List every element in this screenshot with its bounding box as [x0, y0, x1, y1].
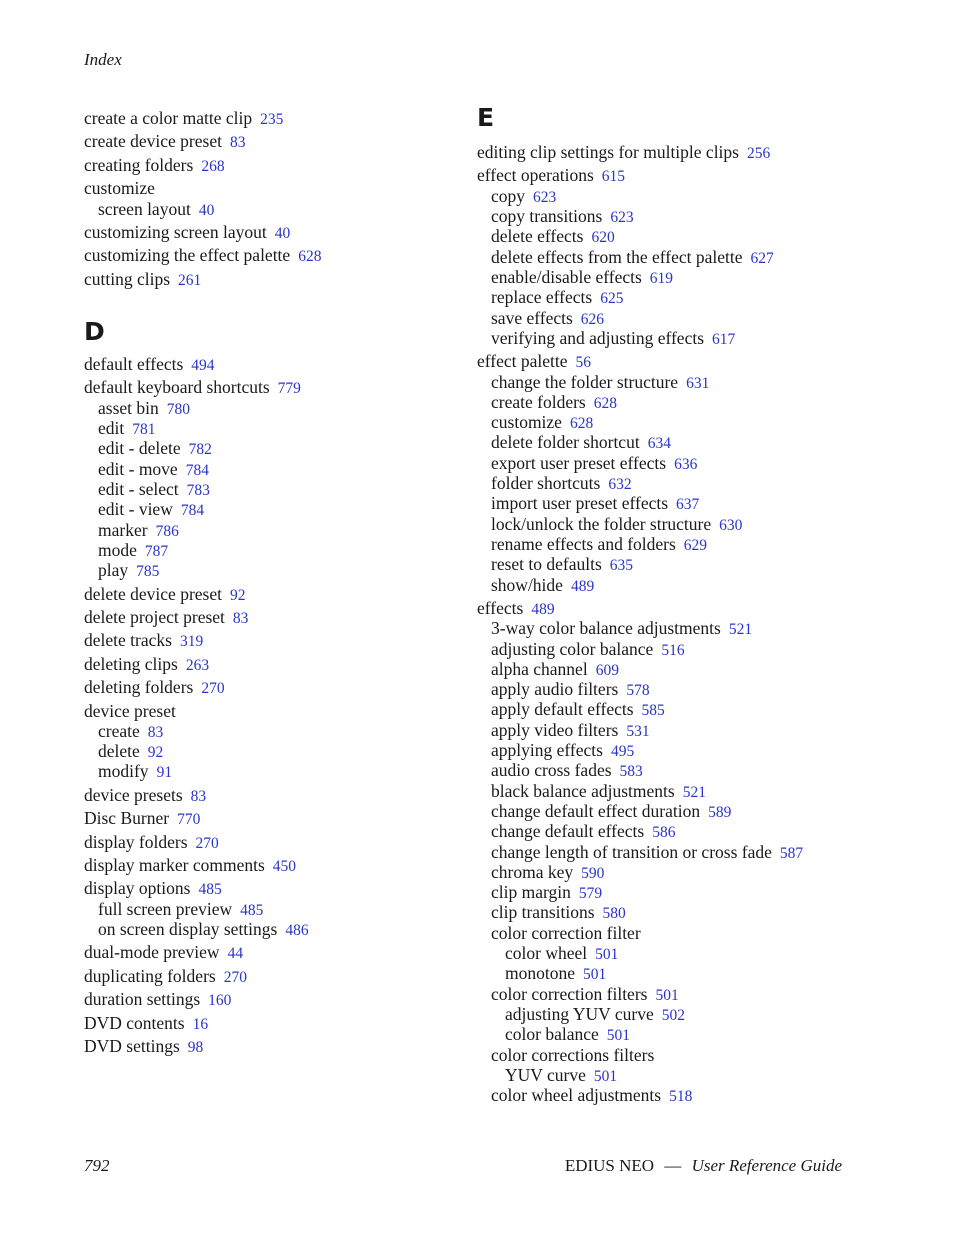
index-term: apply audio filters	[491, 679, 619, 700]
index-entry	[84, 198, 214, 222]
page-link[interactable]: 631	[686, 374, 710, 392]
index-term: edit - view	[98, 499, 173, 520]
index-term: applying effects	[491, 740, 603, 760]
index-term: marker	[98, 519, 148, 540]
index-term: delete effects from the effect palette	[491, 246, 743, 267]
page-link[interactable]: 489	[531, 600, 555, 618]
index-term: customizing screen layout	[84, 221, 267, 242]
index-entry	[84, 831, 219, 855]
footer-guide: User Reference Guide	[691, 1156, 842, 1175]
index-entry	[84, 1012, 208, 1036]
page-link[interactable]: 16	[192, 1015, 209, 1033]
page-link[interactable]: 635	[609, 557, 634, 575]
page-link[interactable]: 589	[708, 803, 732, 821]
index-term: cutting clips	[84, 268, 171, 289]
page-link[interactable]: 261	[178, 271, 202, 289]
page-link[interactable]: 501	[606, 1027, 631, 1045]
page-link[interactable]: 623	[533, 188, 557, 206]
page-link[interactable]: 636	[674, 455, 698, 473]
index-term: create	[98, 720, 140, 741]
page-link[interactable]: 83	[229, 134, 246, 152]
index-term: customize	[84, 178, 155, 199]
index-term: import user preset effects	[491, 493, 669, 514]
index-term: verifying and adjusting effects	[491, 327, 705, 348]
index-term: adjusting color balance	[491, 638, 654, 659]
page-link[interactable]: 516	[661, 641, 685, 659]
page-link[interactable]: 56	[575, 354, 592, 372]
index-entry	[84, 653, 209, 677]
page-link[interactable]: 628	[298, 248, 322, 266]
page-link[interactable]: 626	[580, 310, 605, 328]
index-entry	[477, 327, 735, 351]
page-link[interactable]: 44	[227, 945, 244, 963]
footer-title	[565, 1156, 842, 1176]
page-link[interactable]: 270	[201, 680, 225, 698]
page-link[interactable]: 617	[712, 330, 736, 348]
index-term: create device preset	[84, 131, 222, 152]
index-term: change default effects	[491, 821, 645, 842]
index-entry	[477, 1044, 654, 1066]
index-term: DVD settings	[84, 1036, 180, 1056]
index-term: replace effects	[491, 287, 593, 308]
index-term: clip margin	[491, 882, 571, 903]
index-term: change length of transition or cross fade	[491, 841, 772, 862]
page-link[interactable]: 615	[601, 168, 626, 186]
page-link[interactable]: 501	[595, 946, 619, 963]
index-term: device preset	[84, 700, 176, 721]
index-term: duration settings	[84, 989, 201, 1010]
index-term: YUV curve	[505, 1064, 586, 1085]
footer-product: EDIUS NEO	[564, 1156, 655, 1175]
page-link[interactable]: 235	[260, 111, 284, 128]
index-term: save effects	[491, 307, 573, 328]
page-link[interactable]: 501	[593, 1067, 618, 1085]
page-link[interactable]: 634	[647, 435, 671, 453]
index-term: delete	[98, 741, 140, 762]
page-link[interactable]: 263	[185, 656, 210, 674]
index-term: change the folder structure	[491, 371, 679, 392]
index-term: show/hide	[491, 574, 563, 595]
index-term: enable/disable effects	[491, 266, 642, 287]
index-term: mode	[98, 539, 137, 560]
page-link[interactable]: 521	[682, 783, 706, 801]
page-link[interactable]: 784	[185, 461, 209, 479]
page-link[interactable]: 578	[626, 682, 650, 700]
index-entry	[84, 130, 245, 154]
index-term: effects	[477, 597, 524, 618]
page-link[interactable]: 586	[652, 824, 676, 842]
index-term: color corrections filters	[491, 1044, 655, 1065]
page-link[interactable]: 270	[195, 834, 219, 852]
index-entry	[84, 244, 321, 268]
index-term: copy	[491, 185, 526, 206]
index-term: alpha channel	[491, 658, 588, 679]
page-link[interactable]: 628	[569, 415, 594, 433]
page-link[interactable]: 628	[593, 394, 617, 412]
index-term: default keyboard shortcuts	[84, 377, 270, 398]
index-term: delete folder shortcut	[491, 432, 640, 453]
index-term: chroma key	[491, 861, 574, 882]
index-term: customizing the effect palette	[84, 245, 291, 266]
index-term: color correction filter	[491, 922, 641, 943]
index-term: delete device preset	[84, 583, 222, 604]
index-entry	[477, 574, 594, 598]
page-link[interactable]: 485	[240, 901, 264, 919]
index-entry	[84, 353, 215, 377]
index-term: dual-mode preview	[84, 942, 220, 963]
page-link[interactable]: 785	[136, 563, 160, 581]
index-term: delete project preset	[84, 606, 225, 627]
index-term: default effects	[84, 354, 184, 374]
index-entry	[477, 141, 770, 165]
index-term: creating folders	[84, 154, 194, 175]
page-link[interactable]: 779	[277, 380, 301, 398]
page-link[interactable]: 587	[779, 844, 804, 862]
page-link[interactable]: 620	[591, 229, 615, 247]
page-link[interactable]: 495	[610, 743, 635, 760]
index-term: export user preset effects	[491, 452, 667, 473]
index-entry	[84, 1035, 203, 1059]
index-term: play	[98, 560, 129, 581]
index-term: full screen preview	[98, 898, 233, 919]
page-link[interactable]: 585	[641, 702, 665, 720]
page-link[interactable]: 627	[750, 249, 774, 267]
page-link[interactable]: 40	[274, 224, 291, 242]
index-term: lock/unlock the folder structure	[491, 513, 712, 534]
index-term: DVD contents	[84, 1012, 185, 1033]
page-link[interactable]: 489	[570, 577, 595, 595]
index-term: effect palette	[477, 351, 568, 372]
page-link[interactable]: 632	[608, 476, 632, 493]
page-link[interactable]: 770	[177, 811, 201, 829]
index-entry	[84, 221, 290, 245]
index-term: color wheel adjustments	[491, 1085, 662, 1106]
page-link[interactable]: 609	[595, 661, 619, 679]
index-term: audio cross fades	[491, 760, 612, 781]
index-term: display marker comments	[84, 855, 265, 875]
index-term: duplicating folders	[84, 965, 216, 986]
page-link[interactable]: 531	[626, 722, 650, 740]
index-entry	[477, 922, 641, 944]
index-term: delete effects	[491, 226, 584, 247]
page-link[interactable]: 782	[188, 441, 212, 459]
page-link[interactable]: 270	[223, 968, 247, 986]
page-link[interactable]: 450	[272, 858, 297, 875]
page-link[interactable]: 501	[583, 966, 607, 984]
page-link[interactable]: 521	[728, 621, 753, 639]
index-term: edit - delete	[98, 438, 181, 459]
page-link[interactable]: 583	[619, 763, 643, 781]
index-term: on screen display settings	[98, 919, 278, 939]
page-link[interactable]: 619	[649, 269, 674, 287]
page-link[interactable]: 160	[208, 992, 232, 1010]
index-term: edit - select	[98, 478, 179, 499]
page-link[interactable]: 590	[581, 864, 605, 882]
index-term: delete tracks	[84, 630, 172, 651]
page-link[interactable]: 92	[147, 744, 164, 762]
index-entry	[84, 268, 201, 292]
index-term: reset to defaults	[491, 554, 602, 575]
index-term: clip transitions	[491, 902, 595, 923]
index-term: modify	[98, 761, 149, 782]
section-letter: E	[477, 103, 495, 132]
index-term: edit - move	[98, 458, 178, 479]
index-entry	[84, 107, 283, 131]
index-term: 3-way color balance adjustments	[491, 618, 721, 639]
page-link[interactable]: 629	[683, 536, 708, 554]
page-link[interactable]: 494	[191, 357, 215, 374]
page-link[interactable]: 40	[198, 201, 215, 219]
index-term: display folders	[84, 831, 188, 852]
page-link[interactable]: 502	[661, 1006, 685, 1024]
index-term: monotone	[505, 963, 575, 984]
page-link[interactable]: 319	[179, 633, 204, 651]
page-link[interactable]: 518	[669, 1088, 693, 1106]
page-link[interactable]: 625	[600, 290, 624, 308]
index-term: copy transitions	[491, 206, 603, 226]
index-entry	[84, 583, 245, 607]
index-entry	[477, 1084, 692, 1108]
index-term: color balance	[505, 1024, 599, 1045]
index-term: device presets	[84, 784, 183, 805]
index-term: create folders	[491, 391, 586, 412]
page-link[interactable]: 579	[578, 885, 603, 903]
page-link[interactable]: 91	[156, 764, 173, 782]
index-term: asset bin	[98, 397, 159, 418]
index-entry	[84, 606, 248, 630]
page-link[interactable]: 92	[229, 586, 246, 604]
index-entry	[84, 965, 247, 989]
running-header: Index	[84, 50, 122, 69]
index-entry	[84, 676, 225, 700]
index-term: deleting folders	[84, 677, 194, 698]
index-term: color wheel	[505, 943, 588, 963]
page-link[interactable]: 486	[285, 922, 309, 939]
index-term: effect operations	[477, 165, 594, 186]
footer-separator: —	[664, 1156, 682, 1175]
index-entry	[84, 559, 159, 583]
page-link[interactable]: 485	[198, 881, 222, 899]
index-entry	[84, 177, 155, 199]
index-entry	[84, 854, 296, 878]
index-entry	[84, 629, 203, 653]
page-link[interactable]: 784	[180, 502, 205, 520]
index-term: display options	[84, 878, 191, 899]
index-term: Disc Burner	[84, 808, 170, 829]
index-term: deleting clips	[84, 653, 178, 674]
index-term: screen layout	[98, 198, 191, 219]
index-term: rename effects and folders	[491, 533, 676, 554]
page-link[interactable]: 83	[147, 723, 164, 741]
index-term: customize	[491, 412, 562, 433]
section-letter: D	[84, 317, 105, 346]
index-term: edit	[98, 418, 125, 438]
page-link[interactable]: 781	[132, 421, 156, 438]
index-entry	[84, 700, 176, 722]
index-entry	[84, 807, 200, 831]
index-term: editing clip settings for multiple clips	[477, 142, 739, 162]
page-link[interactable]: 268	[201, 157, 225, 175]
page-link[interactable]: 787	[144, 542, 169, 560]
page-link[interactable]: 501	[655, 986, 679, 1004]
page-link[interactable]: 630	[719, 516, 743, 534]
page-link[interactable]: 83	[232, 609, 249, 627]
footer-page-number: 792	[84, 1156, 110, 1175]
page-link[interactable]: 780	[166, 400, 191, 418]
page-link[interactable]: 256	[746, 145, 771, 162]
page-link[interactable]: 98	[187, 1039, 204, 1056]
index-term: create a color matte clip	[84, 108, 253, 128]
index-term: apply video filters	[491, 719, 619, 740]
page-link[interactable]: 623	[610, 209, 634, 226]
index-entry	[84, 941, 243, 965]
index-term: folder shortcuts	[491, 473, 601, 493]
index-entry	[84, 154, 225, 178]
index-entry	[84, 918, 309, 942]
index-entry	[84, 784, 206, 808]
page-link[interactable]: 637	[676, 496, 700, 514]
index-term: color correction filters	[491, 983, 648, 1004]
index-term: black balance adjustments	[491, 780, 675, 801]
index-entry	[84, 760, 172, 784]
page-link[interactable]: 83	[190, 787, 207, 805]
page-link[interactable]: 783	[186, 481, 210, 499]
page-link[interactable]: 786	[155, 522, 179, 540]
page-link[interactable]: 580	[602, 905, 626, 923]
index-term: adjusting YUV curve	[505, 1003, 654, 1024]
index-entry	[84, 988, 231, 1012]
index-term: apply default effects	[491, 699, 634, 720]
index-term: change default effect duration	[491, 800, 701, 821]
